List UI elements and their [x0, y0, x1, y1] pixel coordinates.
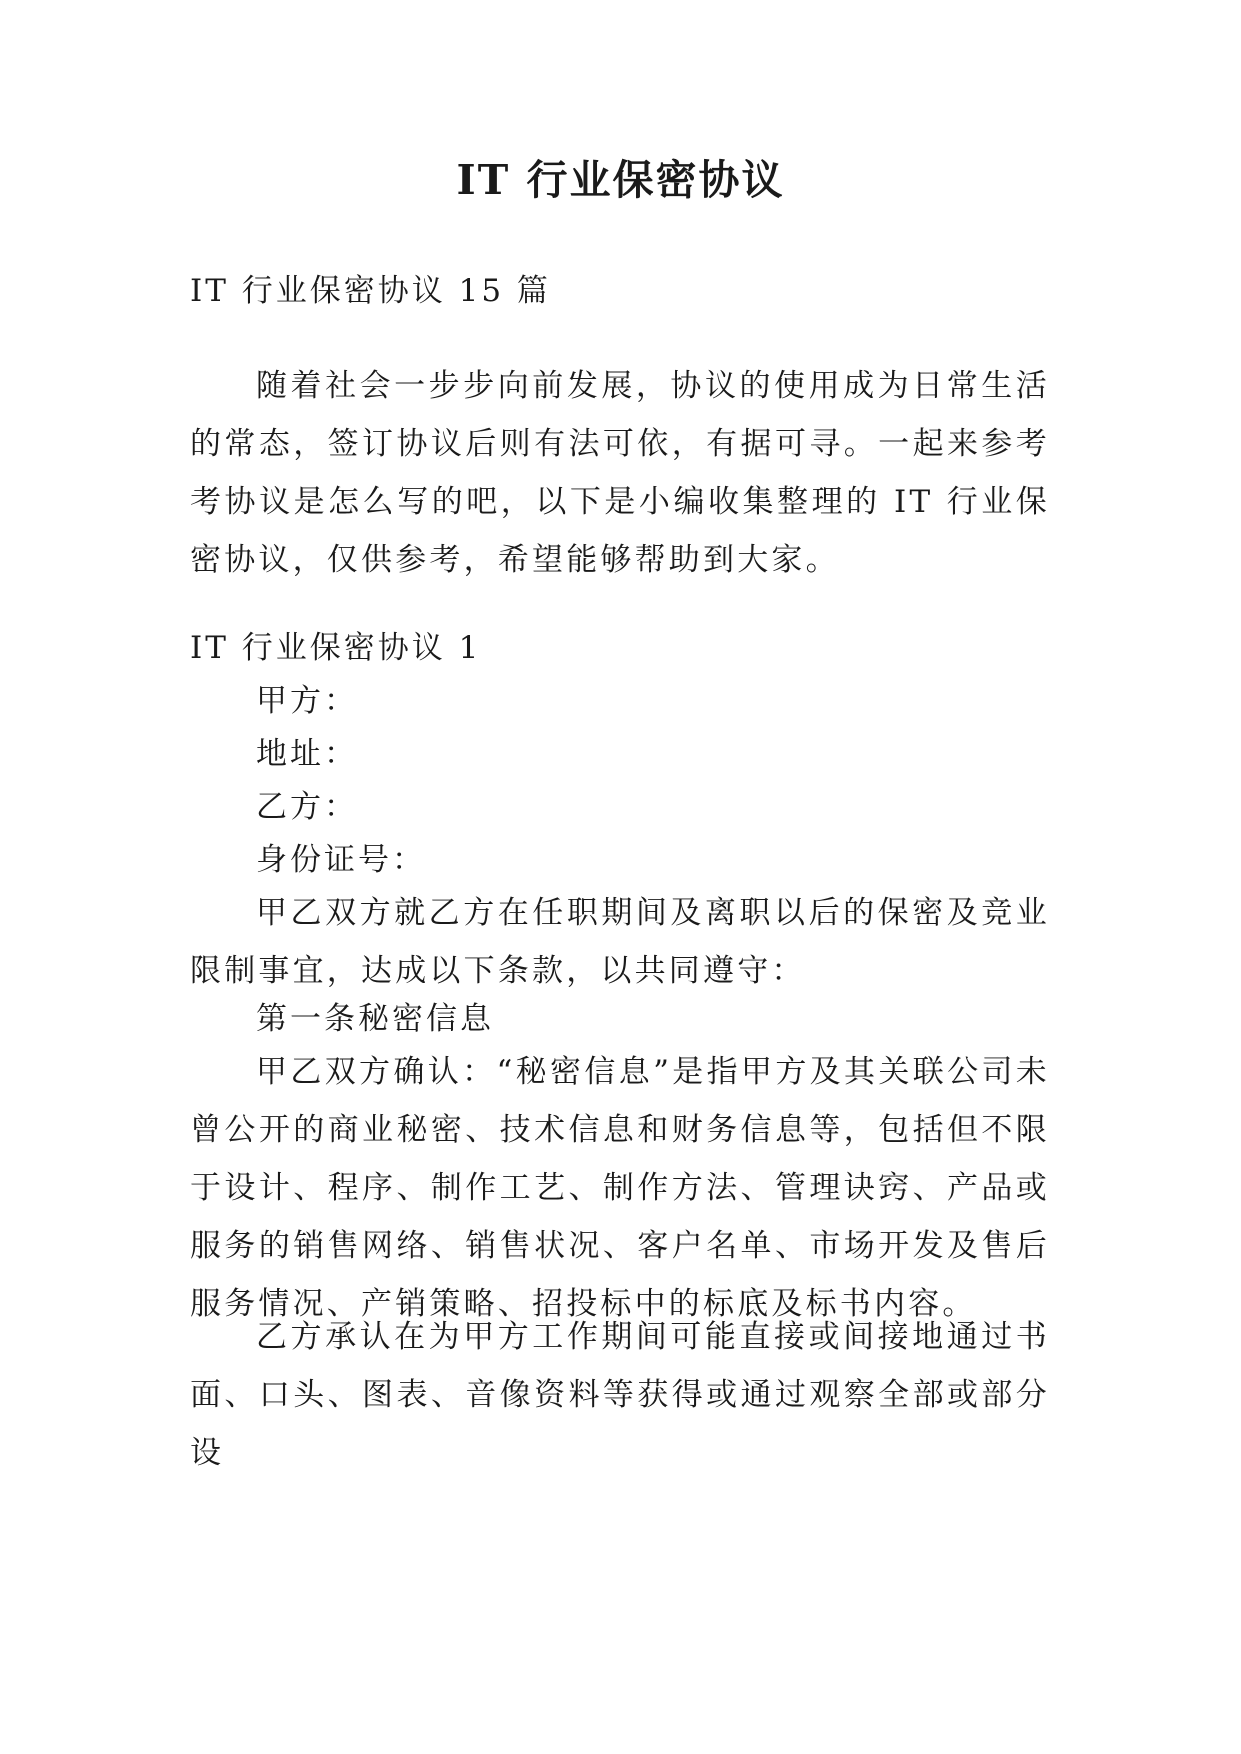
agreement-paragraph: 甲乙双方就乙方在任职期间及离职以后的保密及竞业限制事宜，达成以下条款，以共同遵守：: [190, 895, 1050, 989]
field-id-number: 身份证号：: [256, 842, 426, 878]
field-address: 地址：: [256, 736, 358, 772]
intro-paragraph: 随着社会一步步向前发展，协议的使用成为日常生活的常态，签订协议后则有法可依，有据可寻。一起来参考考协议是怎么写的吧，以下是小编收集整理的 IT 行业保密协议，仅供参考，希望能够帮助到大家。: [190, 368, 1050, 578]
confidential-info-paragraph: 甲乙双方确认：“秘密信息”是指甲方及其关联公司未曾公开的商业秘密、技术信息和财务信息等，包括但不限于设计、程序、制作工艺、制作方法、管理诀窍、产品或服务的销售网络、销售状况、客户名单、市场开发及售后服务情况、产销策略、招投标中的标底及标书内容。: [190, 1054, 1050, 1322]
acknowledgement-paragraph: 乙方承认在为甲方工作期间可能直接或间接地通过书面、口头、图表、音像资料等获得或通过观察全部或部分设: [190, 1319, 1050, 1471]
field-party-b: 乙方：: [256, 789, 358, 825]
document-title: IT 行业保密协议: [456, 156, 785, 204]
collection-line: IT 行业保密协议 15 篇: [190, 273, 551, 309]
section-heading: IT 行业保密协议 1: [190, 630, 482, 666]
field-party-a: 甲方：: [256, 683, 358, 719]
article-1-heading: 第一条秘密信息: [256, 1001, 494, 1037]
